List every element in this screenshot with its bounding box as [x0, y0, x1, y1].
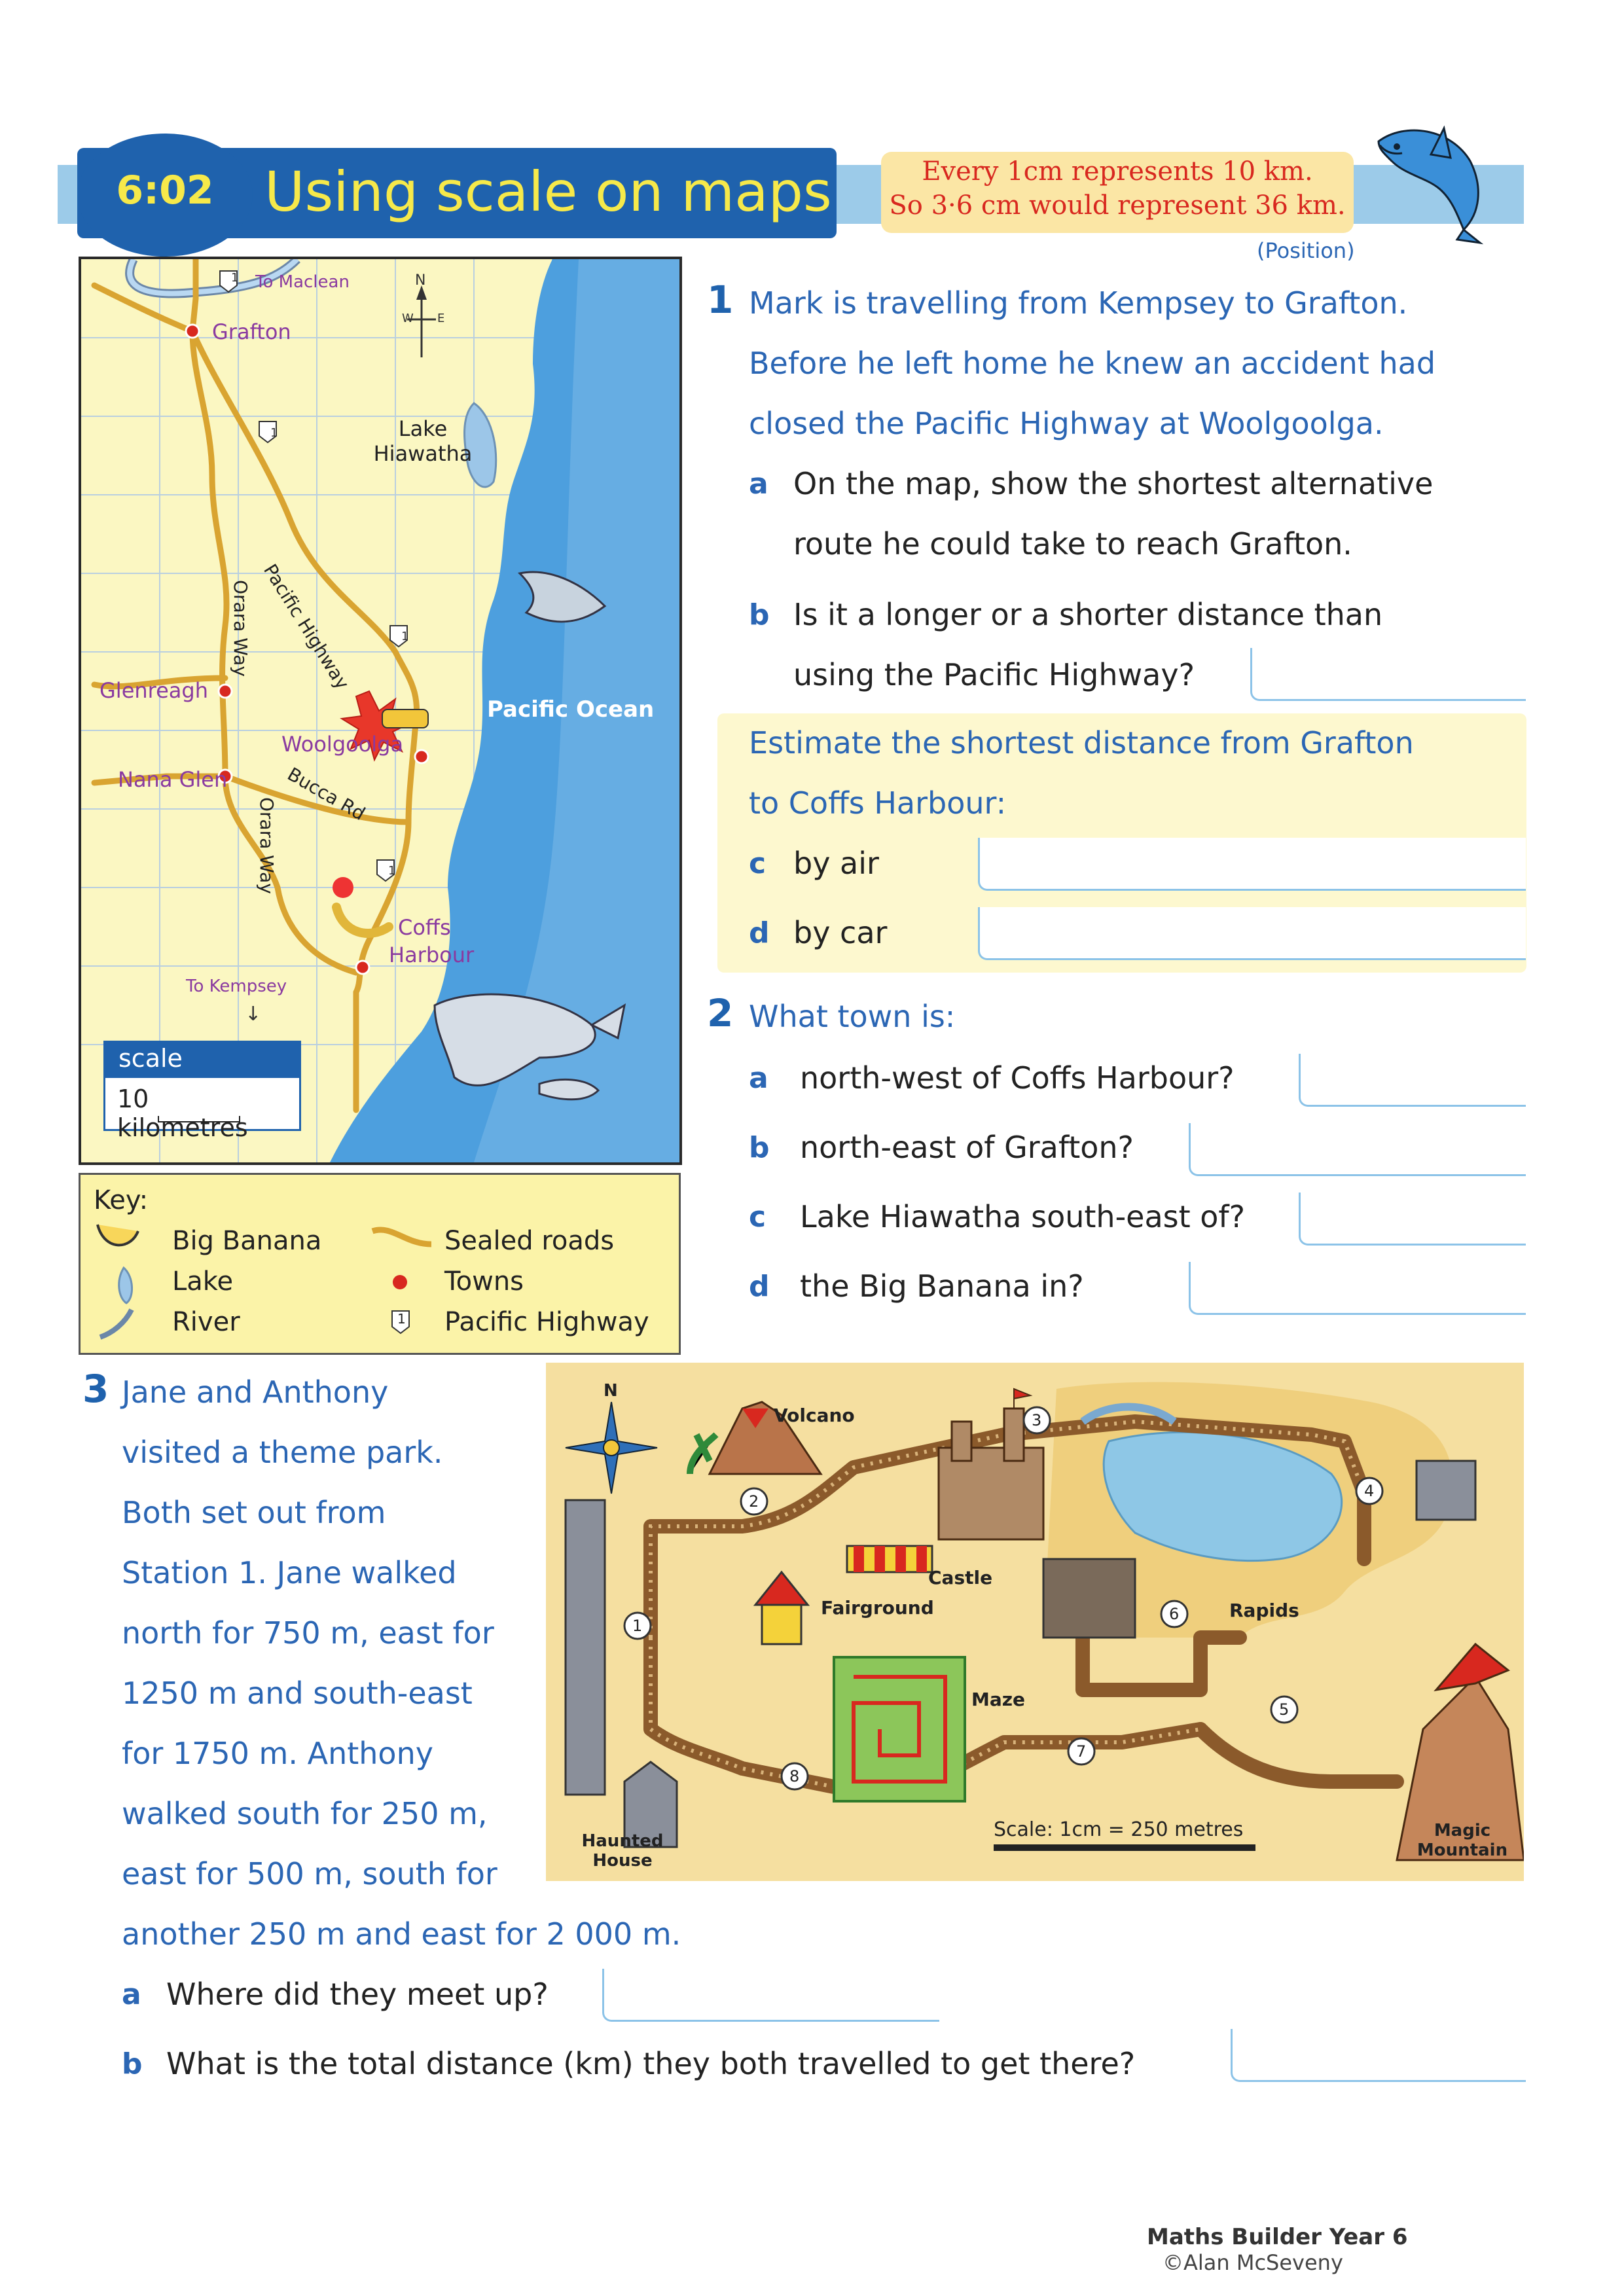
- q2b-text: north-east of Grafton?: [800, 1130, 1134, 1165]
- q1a-line-2: route he could take to reach Grafton.: [793, 526, 1352, 562]
- key-big-banana: Big Banana: [172, 1226, 322, 1256]
- key-title: Key:: [94, 1185, 149, 1215]
- section-number: 6:02: [116, 168, 214, 213]
- q3-line-5: north for 750 m, east for: [122, 1615, 494, 1651]
- footer-author: ©Alan McSeveny: [1163, 2250, 1343, 2275]
- q3-line-3: Both set out from: [122, 1495, 386, 1530]
- q3a-answer-field[interactable]: [602, 1969, 939, 2022]
- dolphin-icon: [1365, 115, 1503, 246]
- q3-line-10: another 250 m and east for 2 000 m.: [122, 1916, 681, 1952]
- key-shield-number: 1: [397, 1311, 406, 1327]
- label-magic-mountain: Magic Mountain: [1416, 1821, 1508, 1860]
- q1a-line-1: On the map, show the shortest alternative: [793, 466, 1434, 501]
- label-volcano: Volcano: [774, 1405, 855, 1426]
- label-pacific-highway: Pacific Highway: [259, 560, 353, 694]
- q1c-answer-field[interactable]: [978, 838, 1526, 891]
- label-haunted-house: Haunted House: [581, 1831, 664, 1871]
- compass-east: E: [437, 312, 445, 325]
- tip-line-1: Every 1cm represents 10 km.: [922, 156, 1313, 187]
- key-sealed-roads: Sealed roads: [444, 1226, 615, 1256]
- compass-north: N: [415, 272, 426, 289]
- q3-number: 3: [82, 1367, 109, 1411]
- station-2: 2: [749, 1492, 759, 1511]
- compass-west: W: [402, 312, 414, 325]
- label-grafton: Grafton: [212, 319, 291, 344]
- q2c-answer-field[interactable]: [1299, 1193, 1526, 1246]
- q3-line-7: for 1750 m. Anthony: [122, 1736, 433, 1771]
- q3b-text: What is the total distance (km) they both travelled to get there?: [166, 2046, 1136, 2081]
- label-rapids: Rapids: [1229, 1600, 1299, 1621]
- shield-label-4: 1: [388, 864, 396, 878]
- q1-number: 1: [707, 278, 734, 322]
- q3-line-2: visited a theme park.: [122, 1435, 443, 1470]
- q1b-letter: b: [749, 598, 770, 632]
- label-fairground: Fairground: [821, 1597, 934, 1619]
- key-pacific-highway: Pacific Highway: [444, 1307, 649, 1337]
- park-north: N: [604, 1381, 618, 1401]
- footer-book-title: Maths Builder Year 6: [1147, 2224, 1408, 2250]
- region-map: [79, 257, 682, 1165]
- q3-line-1: Jane and Anthony: [122, 1374, 389, 1410]
- q1-line-3: closed the Pacific Highway at Woolgoolga.: [749, 406, 1384, 441]
- q2c-text: Lake Hiawatha south-east of?: [800, 1199, 1246, 1234]
- scale-tip-box: [881, 152, 1354, 233]
- key-lake: Lake: [172, 1266, 234, 1297]
- label-nana-glen: Nana Glen: [118, 767, 228, 792]
- q1b-answer-field[interactable]: [1250, 648, 1526, 701]
- page-title: Using scale on maps: [264, 160, 832, 224]
- label-maze: Maze: [971, 1689, 1026, 1710]
- station-6: 6: [1169, 1605, 1180, 1623]
- strand-label: (Position): [1257, 238, 1355, 263]
- label-to-kempsey: To Kempsey: [186, 977, 287, 996]
- q2d-answer-field[interactable]: [1189, 1262, 1526, 1315]
- shield-label-2: 1: [270, 426, 278, 440]
- q2-number: 2: [707, 991, 734, 1035]
- q2a-letter: a: [749, 1062, 768, 1095]
- q1-line-2: Before he left home he knew an accident had: [749, 346, 1436, 381]
- shield-label-3: 1: [401, 630, 409, 643]
- station-5: 5: [1279, 1700, 1290, 1719]
- scale-box: [103, 1041, 301, 1142]
- key-icons-left: [91, 1218, 143, 1342]
- shield-label-1: 1: [231, 271, 239, 285]
- q2a-answer-field[interactable]: [1299, 1054, 1526, 1107]
- station-4: 4: [1364, 1482, 1375, 1500]
- label-orara-way-2: Orara Way: [256, 797, 278, 894]
- q1-estimate-line-1: Estimate the shortest distance from Grafton: [749, 725, 1414, 761]
- scale-value: 10 kilometres: [117, 1085, 248, 1142]
- key-river: River: [172, 1307, 240, 1337]
- key-towns: Towns: [444, 1266, 524, 1297]
- q2a-text: north-west of Coffs Harbour?: [800, 1060, 1235, 1096]
- station-3: 3: [1032, 1411, 1042, 1429]
- q3-line-6: 1250 m and south-east: [122, 1676, 473, 1711]
- label-bucca-rd: Bucca Rd: [283, 763, 369, 825]
- label-woolgoolga: Woolgoolga: [281, 732, 404, 757]
- label-glenreagh: Glenreagh: [99, 678, 208, 703]
- q2d-text: the Big Banana in?: [800, 1268, 1084, 1304]
- label-orara-way: Orara Way: [230, 580, 251, 677]
- q2b-letter: b: [749, 1131, 770, 1164]
- q1c-letter: c: [749, 847, 767, 880]
- station-7: 7: [1076, 1742, 1087, 1761]
- theme-park-drawing: [546, 1363, 1524, 1881]
- q1d-text: by car: [793, 915, 888, 950]
- q3b-answer-field[interactable]: [1231, 2029, 1526, 2082]
- label-castle: Castle: [928, 1567, 993, 1588]
- q1-line-1: Mark is travelling from Kempsey to Grafton.: [749, 285, 1408, 321]
- label-to-maclean: To Maclean: [255, 272, 350, 292]
- q1d-letter: d: [749, 916, 770, 950]
- park-scale-label: Scale: 1cm = 250 metres: [994, 1818, 1244, 1841]
- map-key: [79, 1173, 681, 1355]
- q1a-letter: a: [749, 467, 768, 501]
- q3-line-8: walked south for 250 m,: [122, 1796, 488, 1831]
- theme-park-map: [546, 1363, 1524, 1881]
- q2d-letter: d: [749, 1270, 770, 1303]
- q3-line-9: east for 500 m, south for: [122, 1856, 497, 1892]
- q1b-line-1: Is it a longer or a shorter distance than: [793, 597, 1383, 632]
- q1d-answer-field[interactable]: [978, 907, 1526, 960]
- station-1: 1: [632, 1617, 643, 1635]
- q3a-letter: a: [122, 1978, 141, 2011]
- q2-intro: What town is:: [749, 999, 956, 1034]
- q1c-text: by air: [793, 846, 879, 881]
- station-8: 8: [789, 1767, 800, 1785]
- label-lake-hiawatha: Lake Hiawatha: [373, 416, 473, 466]
- label-pacific-ocean: Pacific Ocean: [487, 696, 655, 723]
- q2b-answer-field[interactable]: [1189, 1123, 1526, 1176]
- q3b-letter: b: [122, 2047, 143, 2081]
- scale-title: scale: [105, 1043, 299, 1078]
- q2c-letter: c: [749, 1200, 767, 1234]
- label-coffs-harbour: Coffs Harbour: [389, 915, 475, 967]
- arrow-down-icon: ↓: [245, 1003, 262, 1026]
- q3a-text: Where did they meet up?: [166, 1977, 549, 2012]
- q1b-line-2: using the Pacific Highway?: [793, 657, 1195, 692]
- tip-line-2: So 3·6 cm would represent 36 km.: [889, 190, 1346, 221]
- q1-estimate-line-2: to Coffs Harbour:: [749, 785, 1007, 821]
- q3-line-4: Station 1. Jane walked: [122, 1555, 457, 1590]
